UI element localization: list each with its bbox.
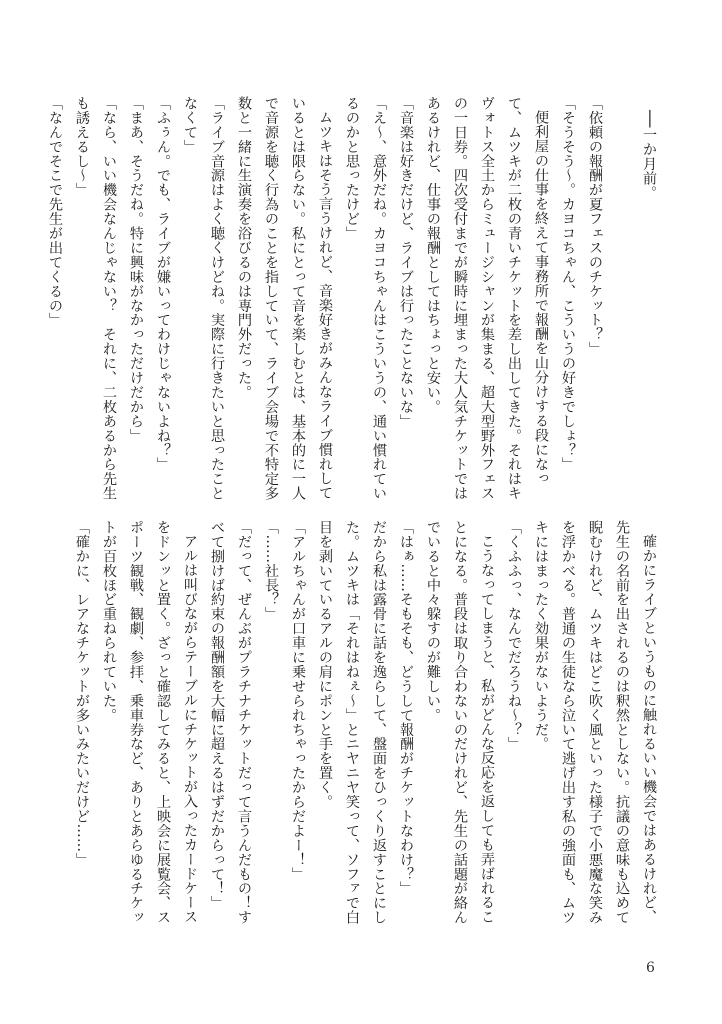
text-line: 便利屋の仕事を終えて事務所で報酬を山分けする段になって、ムツキが二枚の青いチケットを差し出してきた。それはキヴォトス全土からミュージシャンが集まる、超大型野外フェスの一日券。四次受付までが瞬時に埋まった大人気チケットではあるけれど、仕事の報酬としてはちょっと安い。 — [425, 96, 549, 501]
text-line: だから私は露骨に話を逸らして、盤面をひっくり返すことにした。ムツキは「それはねぇ～」とニヤニヤ笑って、ソファで白目を剥いているアルの肩にポンと手を置く。 — [317, 520, 387, 925]
text-line: 「確かに、レアなチケットが多いみたいだけど……」 — [74, 520, 90, 867]
text-line: 「くふふっ、なんでだろうね～？」 — [506, 520, 522, 752]
text-line: 「依頼の報酬が夏フェスのチケット？」 — [587, 96, 603, 357]
text-line — [608, 96, 635, 502]
text-line: 確かにライブというものに触れるいい機会ではあるけれど、先生の名前を出されるのは釈然としない。抗議の意味も込めて睨むけれど、ムツキはどこ吹く風といった様子で小悪魔な笑みを浮かべる。普通の生徒なら泣いて逃げ出す私の強面も、ムツキにはまったく効果がないようだ。 — [533, 520, 657, 925]
text-line: 「なら、いい機会なんじゃない？ それに、二枚あるから先生も誘えるし～」 — [74, 96, 117, 501]
text-line: 「そうそう～。カヨコちゃん、こういうの好きでしょ？」 — [560, 96, 576, 472]
page-number: 6 — [646, 960, 655, 976]
text-line: 「ふぅん。でも、ライブが嫌いってわけじゃないよね？」 — [155, 96, 171, 472]
text-line: 「ライブ音源はよく聴くけどね。実際に行きたいと思ったことなくて」 — [182, 96, 225, 501]
text-line: 「だって、ぜんぶがプラチナチケットだって言うんだもの！すべて捌けば約束の報酬額を大幅に超えるはずだからって！」 — [209, 520, 252, 925]
text-line: アルは叫びながらテーブルにチケットが入ったカードケースをドンッと置く。ざっと確認してみると、上映会に展覧会、スポーツ観戦、観劇、参拝、乗車券など、ありとあらゆるチケットが百枚ほど重ねられていた。 — [101, 520, 198, 925]
text-line: ムツキはそう言うけれど、音楽好きがみんなライブ慣れしているとは限らない。私にとって音を楽しむとは、基本的に一人で音源を聴く行為のことを指していて、ライブ会場で不特定多数と一緒に生演奏を浴びるのは専門外だった。 — [236, 96, 333, 501]
text-line: こうなってしまうと、私がどんな反応を返しても弄ばれることになる。普段は取り合わないのだけれど、先生の話題が絡んでいると中々躱すのが難しい。 — [425, 520, 495, 925]
text-line: 「なんでそこで先生が出てくるの」 — [47, 96, 63, 328]
bottom-text-block — [74, 520, 662, 926]
text-line: 「音楽は好きだけど、ライブは行ったことないな」 — [398, 96, 414, 429]
top-text-block — [47, 96, 662, 502]
text-line: ──一か月前。 — [641, 110, 657, 201]
text-line: 「まあ、そうだね。特に興味がなかっただけだから」 — [128, 96, 144, 443]
text-line: 「はぁ……そもそも、どうして報酬がチケットなわけ？」 — [398, 520, 414, 896]
text-line: 「……社長？」 — [263, 520, 279, 622]
text-line: 「え～、意外だね。カヨコちゃんはこういうの、通い慣れているのかと思ったけど」 — [344, 96, 387, 501]
text-line: 「アルちゃんが口車に乗せられちゃったからだよー！」 — [290, 520, 306, 882]
